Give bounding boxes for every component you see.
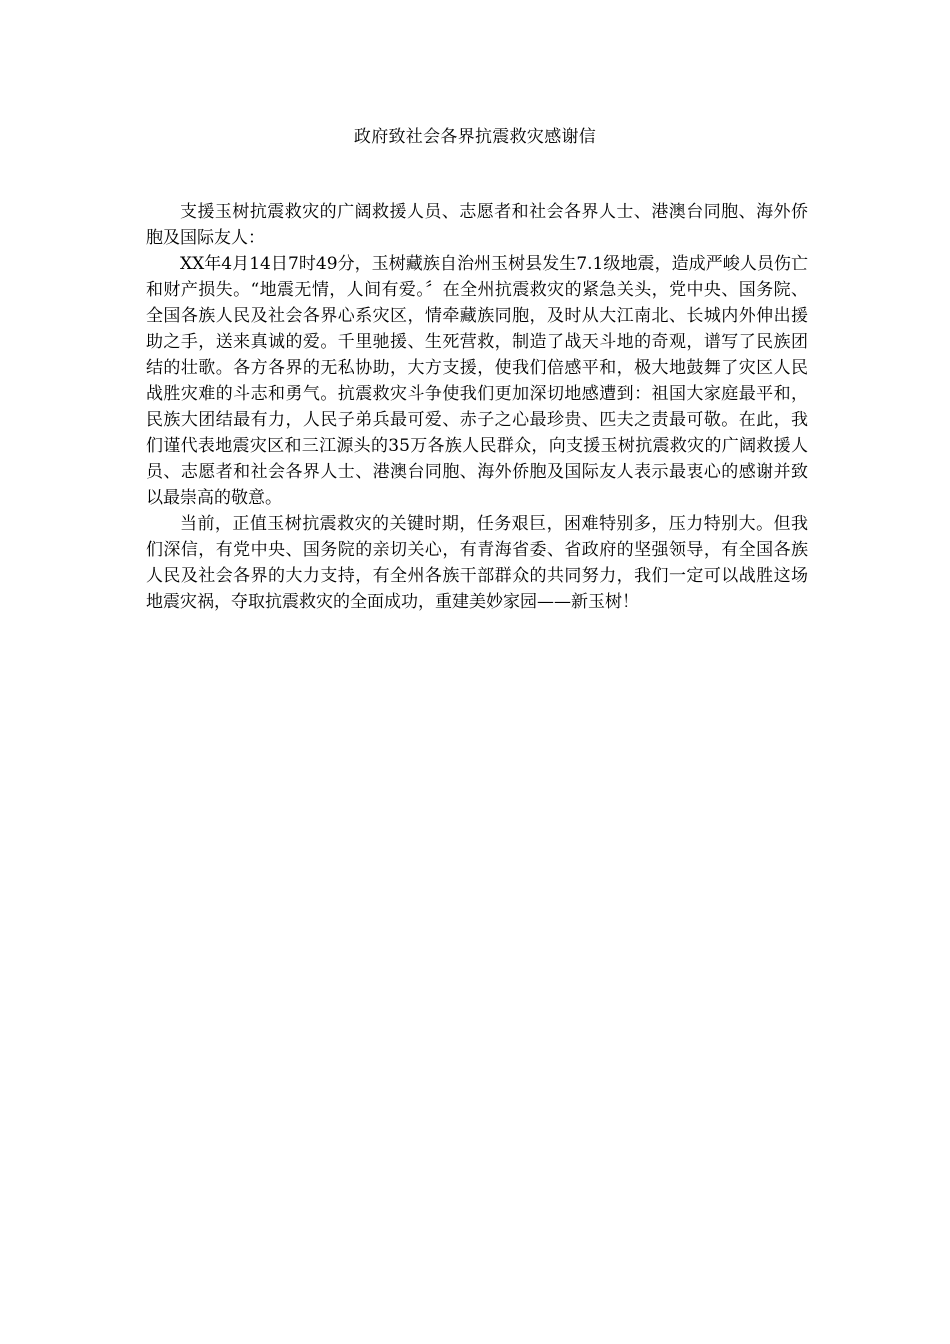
salutation-paragraph: 支援玉树抗震救灾的广阔救援人员、志愿者和社会各界人士、港澳台同胞、海外侨胞及国际友人： — [146, 202, 808, 248]
closing-paragraph: 当前，正值玉树抗震救灾的关键时期，任务艰巨，困难特别多，压力特别大。但我们深信，有党中央、国务院的亲切关心，有青海省委、省政府的坚强领导，有全国各族人民及社会各界的大力支持，有全州各族干部群众的共同努力，我们一定可以战胜这场地震灾祸，夺取抗震救灾的全面成功，重建美妙家园——新玉树！ — [146, 514, 808, 612]
body-paragraph: XX年4月14日7时49分，玉树藏族自治州玉树县发生7.1级地震，造成严峻人员伤亡和财产损失。“地震无情，人间有爱。〞在全州抗震救灾的紧急关头，党中央、国务院、全国各族人民及社会各界心系灾区，情牵藏族同胞，及时从大江南北、长城内外伸出援助之手，送来真诚的爱。千里驰援、生死营救，制造了战天斗地的奇观，谱写了民族团结的壮歌。各方各界的无私协助，大方支援，使我们倍感平和，极大地鼓舞了灾区人民战胜灾难的斗志和勇气。抗震救灾斗争使我们更加深切地感遭到：祖国大家庭最平和，民族大团结最有力，人民子弟兵最可爱、赤子之心最珍贵、匹夫之责最可敬。在此，我们谨代表地震灾区和三江源头的35万各族人民群众，向支援玉树抗震救灾的广阔救援人员、志愿者和社会各界人士、港澳台同胞、海外侨胞及国际友人表示最衷心的感谢并致以最崇高的敬意。 — [146, 254, 808, 508]
document-title: 政府致社会各界抗震救灾感谢信 — [353, 127, 597, 147]
document-body — [146, 199, 808, 615]
